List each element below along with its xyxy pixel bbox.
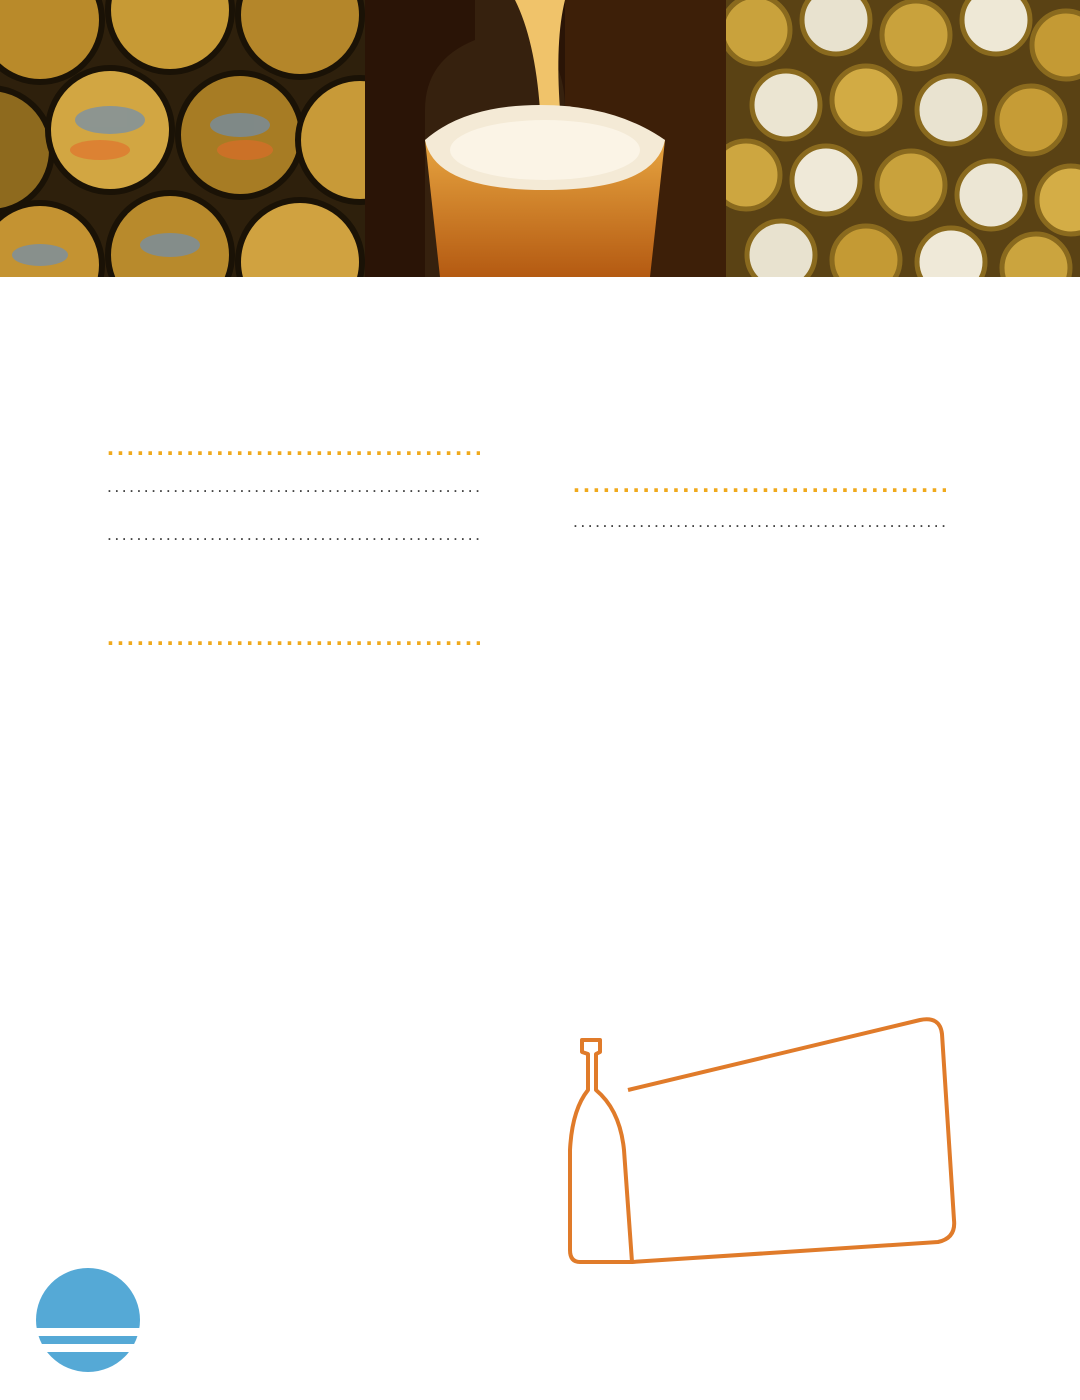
- toc-left-column: [103, 430, 484, 662]
- toc-right-column: [569, 427, 950, 607]
- bottle-caps-photo: [726, 0, 1080, 277]
- bottle-outline-icon: [570, 1040, 632, 1262]
- header-photos: [0, 0, 1080, 277]
- bottle-bottoms-photo: [0, 0, 365, 277]
- toc-entry[interactable]: [103, 522, 484, 570]
- section-title-improve[interactable]: [569, 467, 950, 501]
- section-title-storage[interactable]: [103, 430, 484, 464]
- toc-entry[interactable]: [103, 474, 484, 522]
- beer-pouring-photo: [365, 0, 726, 277]
- section-title-beer-styles[interactable]: [103, 620, 484, 654]
- toc-entry[interactable]: [569, 509, 950, 557]
- watermark-sun-icon: [0, 1230, 1080, 1400]
